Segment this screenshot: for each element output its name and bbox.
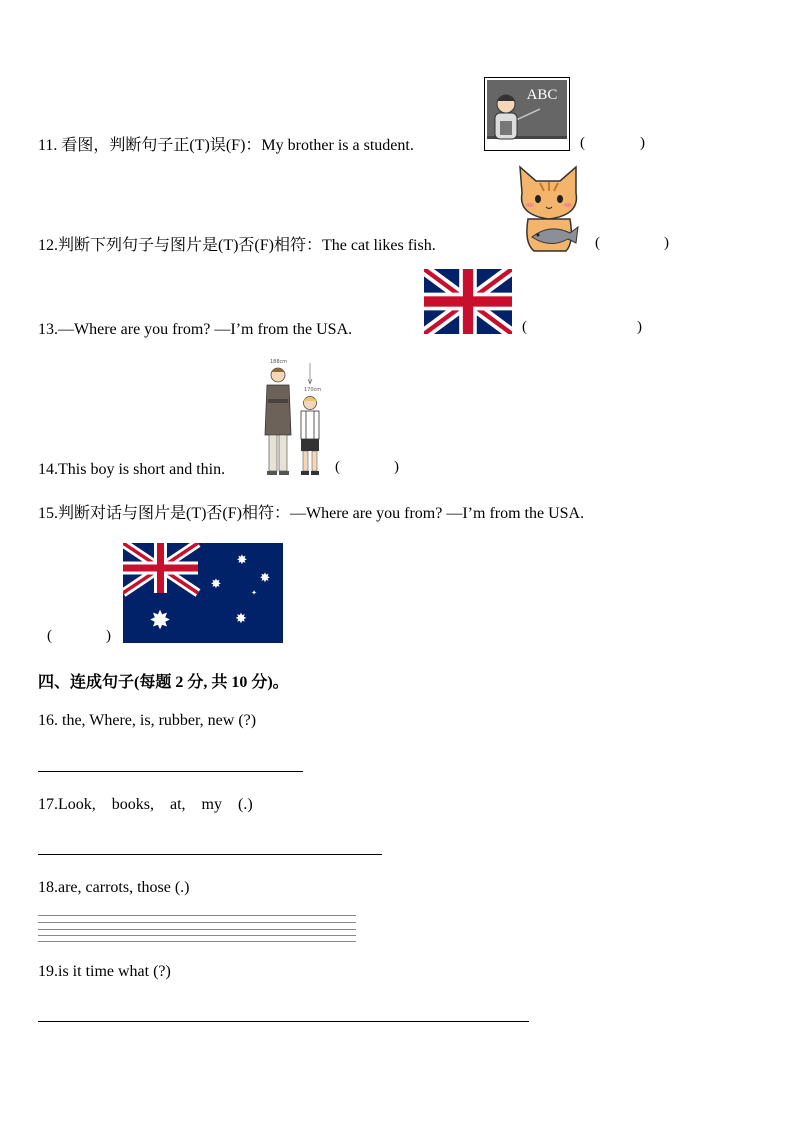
svg-text:✸: ✸ <box>149 606 171 636</box>
question-12-text: 12.判断下列句子与图片是(T)否(F)相符：The cat likes fish. <box>38 237 436 254</box>
question-18-text: 18.are, carrots, those (.) <box>38 879 190 896</box>
height-comparison-image <box>258 355 330 477</box>
answer-line-16[interactable] <box>38 771 303 772</box>
question-13-text: 13.—Where are you from? —I’m from the USA. <box>38 321 353 338</box>
answer-paren-open[interactable]: ( <box>580 135 585 151</box>
question-19-text: 19.is it time what (?) <box>38 963 171 980</box>
question-11-text: 11. 看图，判断句子正(T)误(F)：My brother is a student. <box>38 137 414 154</box>
answer-line-17[interactable] <box>38 854 382 855</box>
answer-paren-open[interactable]: ( <box>595 235 600 251</box>
union-jack-flag <box>424 269 512 334</box>
teacher-blackboard-image <box>484 77 570 151</box>
answer-paren-close: ) <box>637 319 642 335</box>
svg-text:✸: ✸ <box>236 553 248 568</box>
answer-paren-close: ) <box>394 459 399 475</box>
answer-line-19[interactable] <box>38 1021 529 1022</box>
section-4-title: 四、连成句子(每题 2 分, 共 10 分)。 <box>38 674 289 691</box>
answer-paren-open[interactable]: ( <box>47 628 52 644</box>
svg-text:✸: ✸ <box>259 571 271 586</box>
answer-paren-open[interactable]: ( <box>522 319 527 335</box>
short-height-label: 170cm <box>304 387 322 393</box>
svg-text:✸: ✸ <box>235 611 247 627</box>
question-17-text: 17.Look, books, at, my (.) <box>38 796 253 813</box>
svg-text:✦: ✦ <box>251 589 257 597</box>
board-text: ABC <box>526 87 558 103</box>
answer-paren-close: ) <box>640 135 645 151</box>
question-14-text: 14.This boy is short and thin. <box>38 461 226 478</box>
answer-paren-open[interactable]: ( <box>335 459 340 475</box>
cat-with-fish-image <box>514 163 584 255</box>
answer-paren-close: ) <box>664 235 669 251</box>
svg-text:✸: ✸ <box>210 577 222 592</box>
answer-paren-close: ) <box>106 628 111 644</box>
tall-height-label: 188cm <box>270 359 288 365</box>
question-16-text: 16. the, Where, is, rubber, new (?) <box>38 712 257 729</box>
australia-flag <box>123 543 283 643</box>
question-15-text: 15.判断对话与图片是(T)否(F)相符：—Where are you from? —I’m from the USA. <box>38 505 585 522</box>
